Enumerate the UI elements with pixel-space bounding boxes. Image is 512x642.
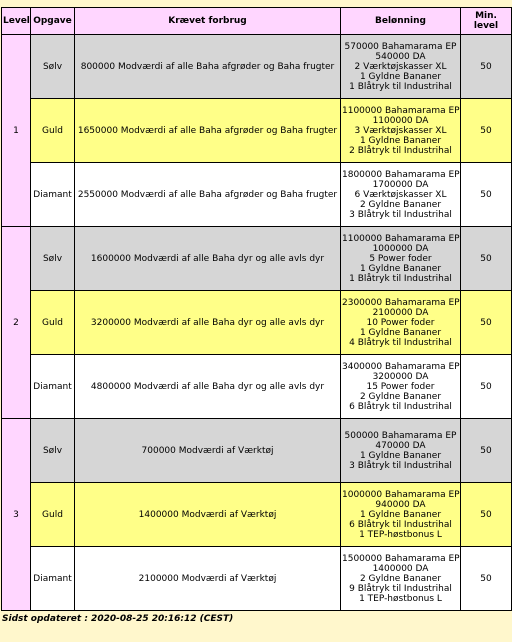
task-cell: Diamant xyxy=(31,355,75,419)
reward-item: 940000 DA xyxy=(375,499,426,510)
requirement-cell: 800000 Modværdi af alle Baha afgrøder og Baha frugter xyxy=(75,35,341,99)
task-cell: Guld xyxy=(31,483,75,547)
requirement-cell: 1650000 Modværdi af alle Baha afgrøder og Baha frugter xyxy=(75,99,341,163)
reward-item: 1400000 DA xyxy=(372,563,429,574)
requirement-cell: 2550000 Modværdi af alle Baha afgrøder og Baha frugter xyxy=(75,163,341,227)
task-cell: Diamant xyxy=(31,163,75,227)
header-requirement: Krævet forbrug xyxy=(75,8,341,35)
reward-cell xyxy=(341,483,461,547)
task-cell: Guld xyxy=(31,291,75,355)
min-level-cell: 50 xyxy=(461,547,512,611)
reward-item: 1 Gyldne Bananer xyxy=(359,450,442,461)
reward-item: 1100000 DA xyxy=(372,115,429,126)
header-task: Opgave xyxy=(31,8,75,35)
reward-item: 1000000 DA xyxy=(372,243,429,254)
reward-item: 1 Gyldne Bananer xyxy=(359,263,442,274)
reward-item: 5 Power foder xyxy=(369,253,432,264)
reward-cell xyxy=(341,419,461,483)
table-row xyxy=(2,35,512,99)
min-level-cell: 50 xyxy=(461,163,512,227)
task-cell: Guld xyxy=(31,99,75,163)
table-row xyxy=(2,355,512,419)
rewards-table xyxy=(1,7,512,611)
reward-item: 2 Gyldne Bananer xyxy=(359,573,442,584)
reward-item: 6 Blåtryk til Industrihal xyxy=(349,519,452,530)
reward-cell xyxy=(341,163,461,227)
reward-item: 4 Blåtryk til Industrihal xyxy=(349,337,452,348)
table-row xyxy=(2,291,512,355)
reward-item: 470000 DA xyxy=(375,440,426,451)
table-row xyxy=(2,547,512,611)
reward-item: 1 Gyldne Bananer xyxy=(359,509,442,520)
requirement-cell: 1400000 Modværdi af Værktøj xyxy=(75,483,341,547)
reward-item: 3200000 DA xyxy=(372,371,429,382)
requirement-cell: 4800000 Modværdi af alle Baha dyr og alle avls dyr xyxy=(75,355,341,419)
requirement-cell: 2100000 Modværdi af Værktøj xyxy=(75,547,341,611)
reward-cell xyxy=(341,227,461,291)
min-level-cell: 50 xyxy=(461,291,512,355)
reward-cell xyxy=(341,547,461,611)
task-cell: Diamant xyxy=(31,547,75,611)
level-cell: 2 xyxy=(2,227,31,419)
reward-item: 6 Blåtryk til Industrihal xyxy=(349,401,452,412)
reward-item: 1 Gyldne Bananer xyxy=(359,327,442,338)
reward-item: 1100000 Bahamarama EP xyxy=(342,105,460,116)
reward-item: 500000 Bahamarama EP xyxy=(344,430,457,441)
min-level-cell: 50 xyxy=(461,419,512,483)
requirement-cell: 3200000 Modværdi af alle Baha dyr og alle avls dyr xyxy=(75,291,341,355)
reward-item: 1700000 DA xyxy=(372,179,429,190)
reward-item: 1 TEP-høstbonus L xyxy=(359,529,442,540)
reward-item: 3 Blåtryk til Industrihal xyxy=(349,460,452,471)
min-level-cell: 50 xyxy=(461,355,512,419)
reward-item: 2 Gyldne Bananer xyxy=(359,199,442,210)
reward-item: 1 Gyldne Bananer xyxy=(359,135,442,146)
reward-item: 1800000 Bahamarama EP xyxy=(342,169,460,180)
reward-item: 1 Gyldne Bananer xyxy=(359,71,442,82)
header-min-level: Min. level xyxy=(461,8,512,35)
table-row xyxy=(2,163,512,227)
reward-item: 1100000 Bahamarama EP xyxy=(342,233,460,244)
header-level: Level xyxy=(2,8,31,35)
reward-item: 1 Blåtryk til Industrihal xyxy=(349,81,452,92)
requirement-cell: 700000 Modværdi af Værktøj xyxy=(75,419,341,483)
table-row xyxy=(2,419,512,483)
reward-item: 540000 DA xyxy=(375,51,426,62)
reward-item: 570000 Bahamarama EP xyxy=(344,41,457,52)
reward-item: 1500000 Bahamarama EP xyxy=(342,553,460,564)
reward-item: 2 Gyldne Bananer xyxy=(359,391,442,402)
reward-cell xyxy=(341,99,461,163)
task-cell: Sølv xyxy=(31,419,75,483)
min-level-cell: 50 xyxy=(461,99,512,163)
header-reward: Belønning xyxy=(341,8,461,35)
reward-item: 15 Power foder xyxy=(366,381,435,392)
requirement-cell: 1600000 Modværdi af alle Baha dyr og alle avls dyr xyxy=(75,227,341,291)
reward-item: 9 Blåtryk til Industrihal xyxy=(349,583,452,594)
last-updated: Sidst opdateret : 2020-08-25 20:16:12 (CEST) xyxy=(2,614,234,624)
reward-item: 6 Værktøjskasser XL xyxy=(354,189,447,200)
reward-cell xyxy=(341,35,461,99)
level-cell: 1 xyxy=(2,35,31,227)
header-row xyxy=(2,8,512,35)
table-row xyxy=(2,99,512,163)
min-level-cell: 50 xyxy=(461,227,512,291)
reward-item: 2 Værktøjskasser XL xyxy=(354,61,447,72)
reward-item: 2100000 DA xyxy=(372,307,429,318)
min-level-cell: 50 xyxy=(461,35,512,99)
reward-item: 10 Power foder xyxy=(366,317,435,328)
reward-item: 3 Værktøjskasser XL xyxy=(354,125,447,136)
min-level-cell: 50 xyxy=(461,483,512,547)
reward-item: 3 Blåtryk til Industrihal xyxy=(349,209,452,220)
reward-cell xyxy=(341,355,461,419)
level-cell: 3 xyxy=(2,419,31,611)
table-row xyxy=(2,483,512,547)
table-row xyxy=(2,227,512,291)
reward-item: 2 Blåtryk til Industrihal xyxy=(349,145,452,156)
reward-item: 2300000 Bahamarama EP xyxy=(342,297,460,308)
task-cell: Sølv xyxy=(31,35,75,99)
reward-item: 1000000 Bahamarama EP xyxy=(342,489,460,500)
reward-item: 1 Blåtryk til Industrihal xyxy=(349,273,452,284)
reward-item: 1 TEP-høstbonus L xyxy=(359,593,442,604)
reward-cell xyxy=(341,291,461,355)
task-cell: Sølv xyxy=(31,227,75,291)
reward-item: 3400000 Bahamarama EP xyxy=(342,361,460,372)
